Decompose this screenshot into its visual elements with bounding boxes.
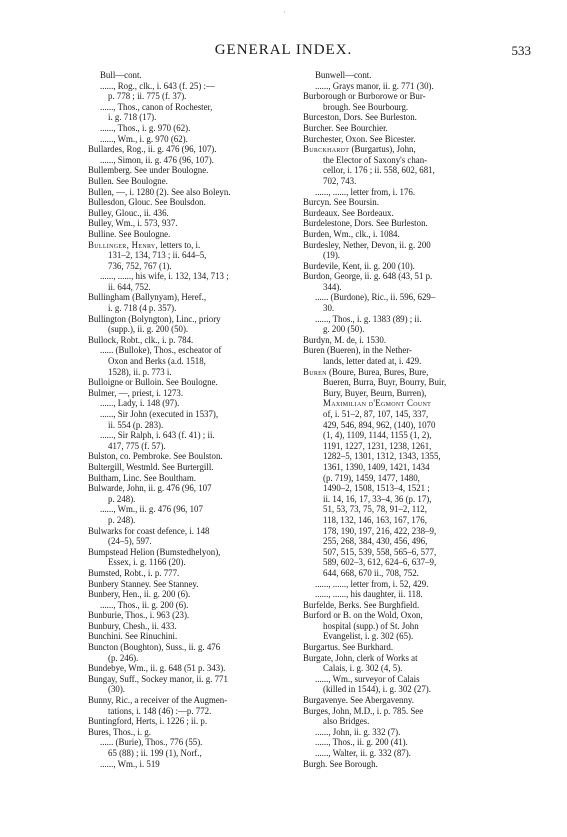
index-entry: 702, 743.: [323, 175, 357, 186]
page-title: GENERAL INDEX.: [214, 42, 353, 58]
index-entry: ......, Wm., ii. g. 476 (96, 107: [100, 504, 203, 515]
index-entry: Burdesley, Nether, Devon, ii. g. 200: [303, 239, 431, 250]
index-entry: Burdelestone, Dors. See Burleston.: [303, 218, 428, 229]
index-entry: 507, 515, 539, 558, 565–6, 577,: [323, 546, 437, 557]
index-entry: 1282–5, 1301, 1312, 1343, 1355,: [323, 451, 441, 462]
index-entry: (p. 246).: [108, 652, 139, 663]
index-entry: ......, Wm., i. 519: [100, 758, 160, 769]
index-entry: Bundebye, Wm., ii. g. 648 (51 p. 343).: [88, 663, 226, 674]
index-entry: ...... (Burdone), Ric., ii. 596, 629–: [315, 292, 436, 303]
index-entry: Bultergill, Westmld. See Burtergill.: [88, 461, 214, 472]
index-entry: Burceston, Dors. See Burleston.: [303, 112, 417, 123]
index-entry: Burchester, Oxon. See Bicester.: [303, 133, 416, 144]
index-entry: 589, 602–3, 612, 624–6, 637–9,: [323, 557, 437, 568]
index-entry: ii. 554 (p. 283).: [108, 419, 164, 430]
index-entry: Bulline. See Boulogne.: [88, 228, 171, 239]
index-entry: ...... (Burie), Thos., 776 (55).: [100, 737, 203, 748]
index-entry: (killed in 1544), i. g. 302 (27).: [323, 684, 431, 695]
index-entry: lands, letter dated at, i. 429.: [323, 356, 422, 367]
index-entry: Burford or B. on the Wold, Oxon,: [303, 610, 423, 621]
index-entry: Burdyn, M. de, i. 1530.: [303, 334, 387, 345]
index-entry: Burges, John, M.D., i. p. 785. See: [303, 705, 424, 716]
index-entry: Bury, Buyer, Beurn, Burren),: [323, 387, 427, 398]
index-entry: Burckhardt (Burgartus), John,: [303, 144, 416, 155]
index-entry: Bullemberg. See under Boulogne.: [88, 165, 209, 176]
index-entry: Bures, Thos., i. g.: [88, 726, 151, 737]
index-entry: ......, Sir Ralph, i. 643 (f. 41) ; ii.: [100, 430, 215, 441]
index-entry: Bulley, Wm., i. 573, 937.: [88, 218, 178, 229]
index-entry: Burcher. See Bourchier.: [303, 122, 388, 133]
index-entry: ......, Thos., i. g. 970 (62).: [100, 122, 191, 133]
index-entry: 51, 53, 73, 75, 78, 91–2, 112,: [323, 504, 427, 515]
index-entry: ......, Thos., ii. g. 200 (6).: [100, 599, 189, 610]
index-entry: of, i. 51–2, 87, 107, 145, 337,: [323, 409, 429, 419]
top-mark: ·: [283, 8, 286, 17]
index-entry: Bunchini. See Rinuchini.: [88, 631, 178, 642]
index-entry: Burgh. See Borough.: [303, 758, 378, 769]
index-entry: Bunbery Stanney. See Stanney.: [88, 578, 199, 589]
index-entry: Burborough or Burborowe or Bur-: [303, 91, 426, 102]
page-number: 533: [511, 43, 531, 58]
index-entry: Bulwarks for coast defence, i. 148: [88, 525, 210, 536]
index-entry: Bulmer, —, priest, i. 1273.: [88, 387, 184, 398]
index-entry: Burdeaux. See Bordeaux.: [303, 207, 394, 218]
index-entry: 30.: [323, 303, 335, 314]
index-entry: 131–2, 134, 713 ; ii. 644–5,: [108, 250, 207, 261]
index-entry: cellor, i. 176 ; ii. 558, 602, 681,: [323, 165, 435, 176]
index-entry: Essex, i. g. 1166 (20).: [108, 557, 186, 568]
index-entry: Bungay, Suff., Sockey manor, ii. g. 771: [88, 673, 228, 684]
index-entry: (1, 4), 1109, 1144, 1155 (1, 2),: [323, 430, 432, 441]
index-entry: tations, i. 148 (46) :—p. 772.: [108, 705, 212, 716]
index-entry: 1191, 1227, 1231, 1238, 1261,: [323, 440, 432, 451]
index-entry: 736, 752, 767 (1).: [108, 260, 172, 271]
index-entry: 65 (88) ; ii. 199 (1), Norf.,: [108, 748, 202, 758]
index-entry: Buntingford, Herts, i. 1226 ; ii. p.: [88, 716, 208, 727]
index-entry: Bullington (Bolyngton), Linc., priory: [88, 313, 221, 324]
index-entry: 417, 775 (f. 57).: [108, 440, 166, 451]
index-entry: ......, Grays manor, ii. g. 771 (30).: [315, 80, 434, 91]
index-entry: ......, Wm., i. g. 970 (62).: [100, 133, 188, 144]
index-entry: 118, 132, 146, 163, 167, 176,: [323, 514, 427, 525]
index-entry: Bulloigne or Bulloin. See Boulogne.: [88, 377, 218, 388]
index-entry: ......, ......, letter from, i. 176.: [315, 186, 416, 197]
index-entry: 644, 668, 670 ii., 708, 752.: [323, 567, 419, 578]
index-entry: Bulwarde, John, ii. g. 476 (96, 107: [88, 483, 212, 494]
index-entry: i. g. 718 (17).: [108, 112, 157, 123]
index-entry: (supp.), ii. g. 200 (50).: [108, 324, 189, 335]
index-entry: Burden, Wm., clk., i. 1084.: [303, 228, 400, 239]
index-entry: (p. 719), 1459, 1477, 1480,: [323, 472, 420, 483]
index-entry: Bultham, Linc. See Boultham.: [88, 472, 196, 483]
index-entry: Maximilian d'Egmont Count: [323, 398, 432, 409]
index-entry: Bullen, —, i. 1280 (2). See also Boleyn.: [88, 186, 231, 197]
index-entry: Buncton (Boughton), Suss., ii. g. 476: [88, 642, 221, 653]
index-column-right: [303, 70, 525, 769]
index-entry: 1361, 1390, 1409, 1421, 1434: [323, 461, 430, 472]
index-entry: Bullesdon, Glouc. See Boulsdon.: [88, 197, 206, 208]
index-entry: p. 778 ; ii. 775 (f. 37).: [108, 91, 187, 102]
index-entry: ......, Walter, ii. g. 332 (87).: [315, 748, 411, 758]
index-entry: Burgavenye. See Abergavenny.: [303, 695, 414, 706]
index-entry: Burgartus. See Burkhard.: [303, 642, 394, 653]
index-entry: Bullen. See Boulogne.: [88, 175, 168, 186]
index-entry: ......, Sir John (executed in 1537),: [100, 409, 219, 419]
index-entry: Burdevile, Kent, ii. g. 200 (10).: [303, 260, 415, 271]
index-entry: p. 248).: [108, 514, 136, 525]
index-entry: Bunbery, Hen., ii. g. 200 (6).: [88, 589, 191, 600]
index-entry: Oxon and Berks (a.d. 1518,: [108, 356, 206, 367]
index-entry: ......, Lady, i. 148 (97).: [100, 398, 180, 409]
index-entry: ......, Thos., ii. g. 200 (41).: [315, 737, 408, 748]
index-entry: (24–5), 597.: [108, 536, 152, 547]
index-entry: Bunburie, Thos., i. 963 (23).: [88, 610, 190, 621]
index-entry: Burgate, John, clerk of Works at: [303, 652, 418, 663]
index-entry: Bulston, co. Pembroke. See Boulston.: [88, 451, 223, 462]
index-entry: 1490–2, 1508, 1513–4, 1521 ;: [323, 483, 430, 494]
index-entry: Bumsted, Robt., i. p. 777.: [88, 567, 180, 578]
index-entry: Bunwell—cont.: [315, 70, 372, 80]
index-entry: 178, 190, 197, 216, 422, 238–9,: [323, 525, 437, 536]
index-entry: p. 248).: [108, 493, 136, 504]
index-entry: Bullock, Robt., clk., i. p. 784.: [88, 334, 194, 345]
index-entry: i. g. 718 (4 p. 357).: [108, 303, 177, 314]
index-entry: ......, ......, his daughter, ii. 118.: [315, 589, 423, 600]
index-entry: Buren (Boure, Burea, Bures, Bure,: [303, 366, 429, 377]
index-entry: ......, Thos., canon of Rochester,: [100, 101, 213, 112]
index-entry: 429, 546, 894, 962, (140), 1070: [323, 419, 436, 430]
index-entry: 344).: [323, 281, 342, 292]
index-entry: Bullingham (Ballynyam), Heref.,: [88, 292, 207, 303]
index-entry: brough. See Bourbourg.: [323, 101, 409, 112]
index-entry: ......, Rog., clk., i. 643 (f. 25) :—: [100, 80, 215, 91]
index-entry: the Elector of Saxony's chan-: [323, 154, 428, 165]
index-entry: Bunbury, Chesh., ii. 433.: [88, 620, 177, 631]
index-entry: Bullinger, Henry, letters to, i.: [88, 239, 201, 250]
index-entry: Buren (Bueren), in the Nether-: [303, 345, 412, 356]
index-entry: 1528), ii. p. 773 i.: [108, 366, 172, 377]
index-entry: 255, 268, 384, 430, 456, 496,: [323, 536, 428, 547]
index-entry: Burcyn. See Boursin.: [303, 197, 379, 208]
index-entry: (30).: [108, 684, 126, 695]
index-entry: ......, Simon, ii. g. 476 (96, 107).: [100, 154, 214, 165]
index-entry: Bunny, Ric., a receiver of the Augmen-: [88, 695, 228, 706]
index-entry: hospital (supp.) of St. John: [323, 620, 419, 631]
index-entry: Burdon, George, ii. g. 648 (43, 51 p.: [303, 271, 433, 282]
index-entry: ......, ......, letter from, i. 52, 429.: [315, 578, 429, 589]
index-entry: ......, Thos., i. g. 1383 (89) ; ii.: [315, 313, 422, 324]
index-entry: Bulley, Glouc., ii. 436.: [88, 207, 169, 218]
index-entry: Bull—cont.: [100, 70, 142, 80]
index-entry: ......, Wm., surveyor of Calais: [315, 673, 420, 684]
index-entry: Bueren, Burra, Buyr, Bourry, Buir,: [323, 377, 447, 388]
index-entry: ii. 644, 752.: [108, 281, 151, 292]
page-header: [0, 40, 567, 62]
index-entry: Burfelde, Berks. See Burghfield.: [303, 599, 420, 610]
index-entry: also Bridges.: [323, 716, 370, 727]
index-column-left: [88, 70, 293, 769]
index-entry: ii. 14, 16, 17, 33–4, 36 (p. 17),: [323, 493, 432, 504]
index-entry: Bullardes, Rog., ii. g. 476 (96, 107).: [88, 144, 217, 155]
index-entry: g. 200 (50).: [323, 324, 365, 335]
index-entry: (19).: [323, 250, 341, 261]
index-entry: Calais, i. g. 302 (4, 5).: [323, 663, 403, 674]
index-entry: ......, John, ii. g. 332 (7).: [315, 726, 401, 737]
index-entry: ...... (Bulloke), Thos., escheator of: [100, 345, 222, 356]
index-entry: Bumpstead Helion (Bumstedhelyon),: [88, 546, 221, 557]
index-entry: Evangelist, i. g. 302 (65).: [323, 631, 414, 642]
index-entry: ......, ......, his wife, i. 132, 134, 713 ;: [100, 271, 229, 282]
